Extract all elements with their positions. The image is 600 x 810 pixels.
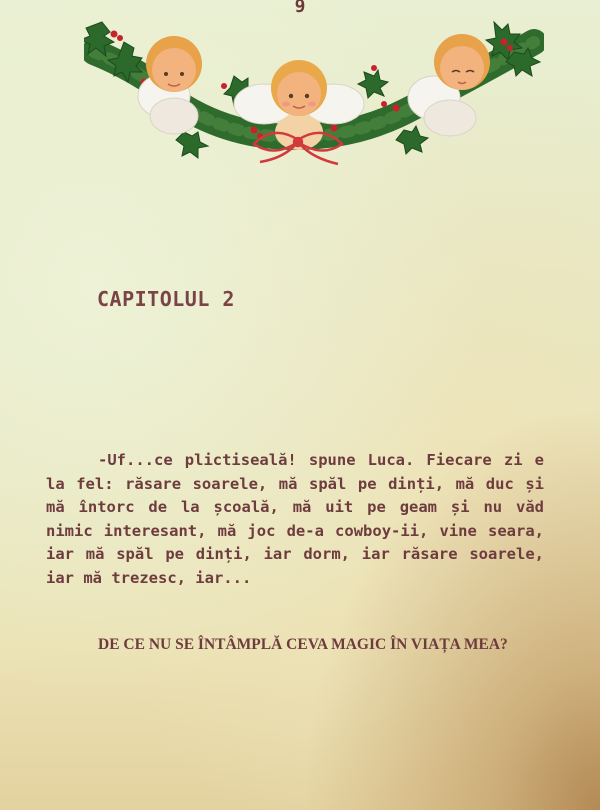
chapter-title: CAPITOLUL 2 [97,287,235,311]
angels-holly-garland-icon [84,12,544,172]
paragraph-dialogue: -Uf...ce plictiseală! spune Luca. Fiecare zi e la fel: răsare soarele, mă spăl pe dinți, mă duc și mă întorc de la școală, mă uit pe geam și nu văd nimic interesant, mă joc de-a cowboy-ii, vine seara, iar mă spăl pe dinți, iar dorm, iar răsare soarele, iar mă trezesc, iar... [46,451,544,587]
page-number: 9 [294,0,306,17]
paragraph-exclamation: DE CE NU SE ÎNTÂMPLĂ CEVA MAGIC ÎN VIAȚA MEA? [98,636,508,653]
angel-right [408,34,490,136]
angel-left [138,36,202,134]
